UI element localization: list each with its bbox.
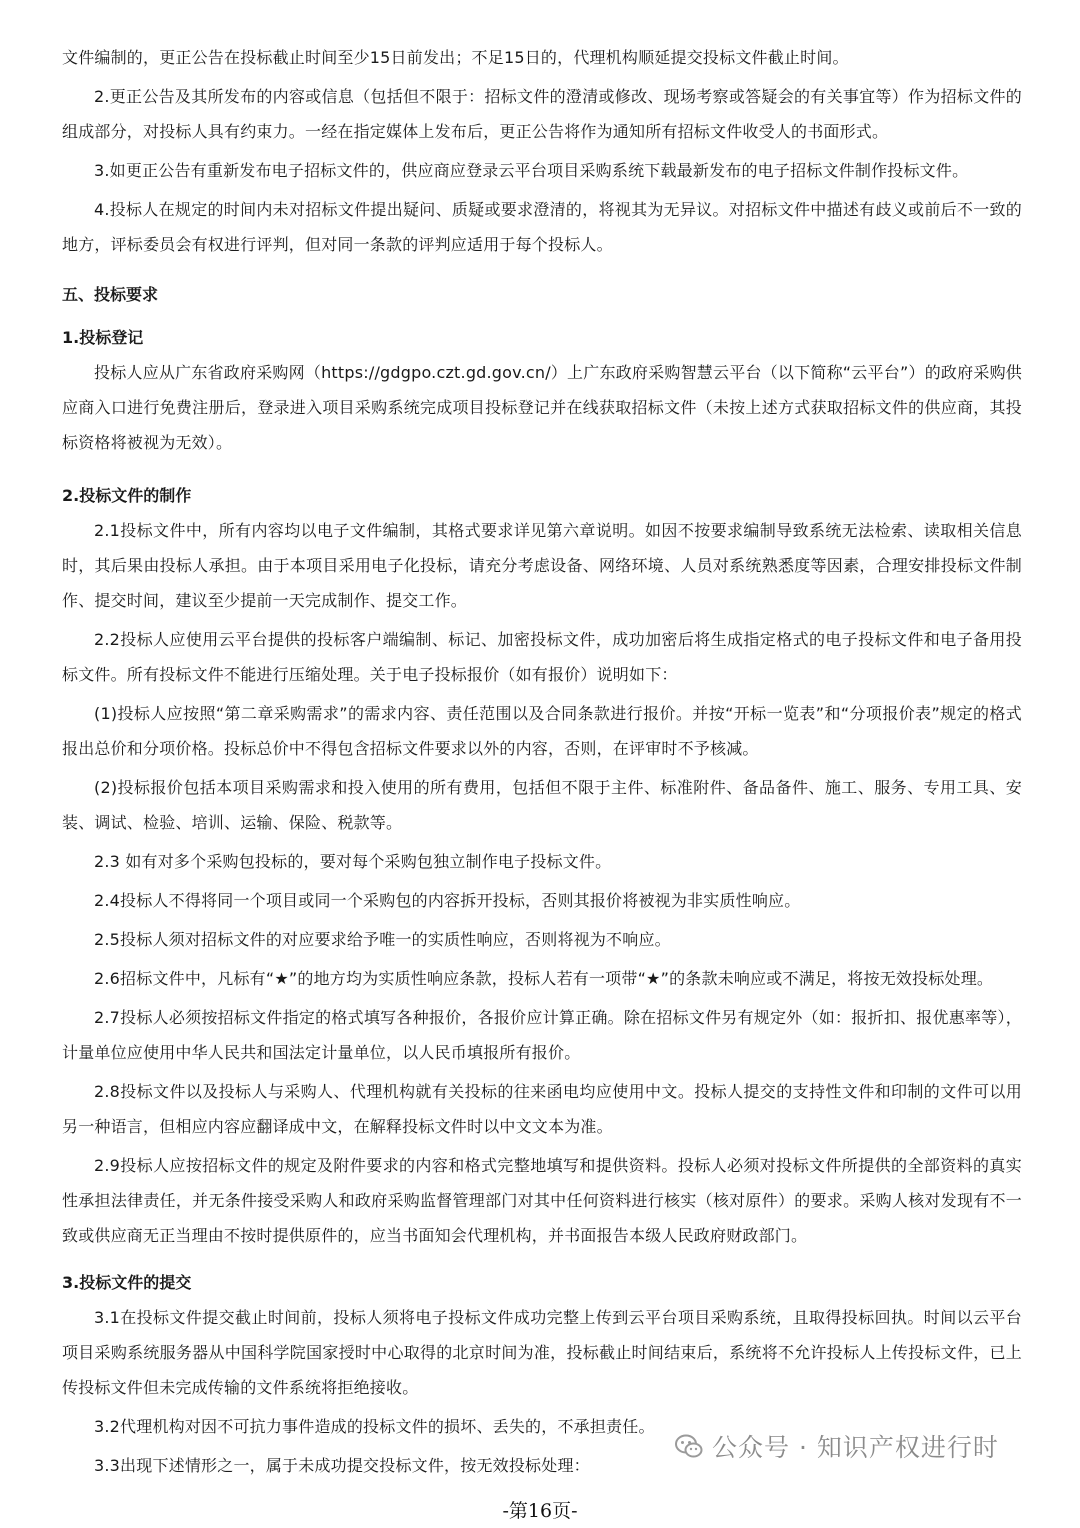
paragraph-3-1: 3.1在投标文件提交截止时间前，投标人须将电子投标文件成功完整上传到云平台项目采购系统，且取得投标回执。时间以云平台项目采购系统服务器从中国科学院国家授时中心取得的北京时间为准，投标截止时间结束后，系统将不允许投标人上传投标文件，已上传投标文件但未完成传输的文件系统将拒绝接收。 xyxy=(62,1308,1022,1397)
wechat-icon xyxy=(674,1431,704,1461)
paragraph-intro: 文件编制的，更正公告在投标截止时间至少15日前发出；不足15日的，代理机构顺延提交投标文件截止时间。 xyxy=(62,48,849,67)
paragraph-item-4: 4.投标人在规定的时间内未对招标文件提出疑问、质疑或要求澄清的，将视其为无异议。对招标文件中描述有歧义或前后不一致的地方，评标委员会有权进行评判，但对同一条款的评判应适用于每个投标人。 xyxy=(62,200,1022,254)
subheading-submission: 3.投标文件的提交 xyxy=(62,1273,192,1292)
paragraph-item-3: 3.如更正公告有重新发布电子招标文件的，供应商应登录云平台项目采购系统下载最新发布的电子招标文件制作投标文件。 xyxy=(94,161,969,180)
paragraph-2-1: 2.1投标文件中，所有内容均以电子文件编制，其格式要求详见第六章说明。如因不按要求编制导致系统无法检索、读取相关信息时，其后果由投标人承担。由于本项目采用电子化投标，请充分考虑设备、网络环境、人员对系统熟悉度等因素，合理安排投标文件制作、提交时间，建议至少提前一天完成制作、提交工作。 xyxy=(62,521,1022,610)
paragraph-2-2-1: (1)投标人应按照“第二章采购需求”的需求内容、责任范围以及合同条款进行报价。并按“开标一览表”和“分项报价表”规定的格式报出总价和分项价格。投标总价中不得包含招标文件要求以外的内容，否则，在评审时不予核减。 xyxy=(62,704,1022,758)
paragraph-2-3: 2.3 如有对多个采购包投标的，要对每个采购包独立制作电子投标文件。 xyxy=(94,852,612,871)
paragraph-2-2: 2.2投标人应使用云平台提供的投标客户端编制、标记、加密投标文件，成功加密后将生成指定格式的电子投标文件和电子备用投标文件。所有投标文件不能进行压缩处理。关于电子投标报价（如有报价）说明如下： xyxy=(62,630,1022,684)
paragraph-2-9: 2.9投标人应按招标文件的规定及附件要求的内容和格式完整地填写和提供资料。投标人必须对投标文件所提供的全部资料的真实性承担法律责任，并无条件接受采购人和政府采购监督管理部门对其中任何资料进行核实（核对原件）的要求。采购人核对发现有不一致或供应商无正当理由不按时提供原件的，应当书面知会代理机构，并书面报告本级人民政府财政部门。 xyxy=(62,1156,1022,1245)
paragraph-item-2: 2.更正公告及其所发布的内容或信息（包括但不限于：招标文件的澄清或修改、现场考察或答疑会的有关事宜等）作为招标文件的组成部分，对投标人具有约束力。一经在指定媒体上发布后，更正公告将作为通知所有招标文件收受人的书面形式。 xyxy=(62,87,1022,141)
document-body xyxy=(62,40,1022,1483)
paragraph-3-2: 3.2代理机构对因不可抗力事件造成的投标文件的损坏、丢失的，不承担责任。 xyxy=(94,1417,655,1436)
watermark-text: 公众号 · 知识产权进行时 xyxy=(712,1433,999,1462)
section-heading-5: 五、投标要求 xyxy=(62,285,159,304)
paragraph-registration: 投标人应从广东省政府采购网（https://gdgpo.czt.gd.gov.cn/）上广东政府采购智慧云平台（以下简称“云平台”）的政府采购供应商入口进行免费注册后，登录进入项目采购系统完成项目投标登记并在线获取招标文件（未按上述方式获取招标文件的供应商，其投标资格将被视为无效）。 xyxy=(62,363,1022,452)
subheading-preparation: 2.投标文件的制作 xyxy=(62,486,192,505)
watermark xyxy=(674,1428,999,1464)
subheading-registration: 1.投标登记 xyxy=(62,328,144,347)
paragraph-2-5: 2.5投标人须对招标文件的对应要求给予唯一的实质性响应，否则将视为不响应。 xyxy=(94,930,671,949)
paragraph-3-3: 3.3出现下述情形之一，属于未成功提交投标文件，按无效投标处理： xyxy=(94,1456,590,1475)
page-number: -第16页- xyxy=(502,1500,578,1522)
paragraph-2-8: 2.8投标文件以及投标人与采购人、代理机构就有关投标的往来函电均应使用中文。投标人提交的支持性文件和印制的文件可以用另一种语言，但相应内容应翻译成中文，在解释投标文件时以中文文本为准。 xyxy=(62,1082,1022,1136)
paragraph-2-6: 2.6招标文件中，凡标有“★”的地方均为实质性响应条款，投标人若有一项带“★”的条款未响应或不满足，将按无效投标处理。 xyxy=(94,969,994,988)
paragraph-2-4: 2.4投标人不得将同一个项目或同一个采购包的内容拆开投标，否则其报价将被视为非实质性响应。 xyxy=(94,891,801,910)
paragraph-2-7: 2.7投标人必须按招标文件指定的格式填写各种报价，各报价应计算正确。除在招标文件另有规定外（如：报折扣、报优惠率等），计量单位应使用中华人民共和国法定计量单位，以人民币填报所有报价。 xyxy=(62,1008,1022,1062)
paragraph-2-2-2: (2)投标报价包括本项目采购需求和投入使用的所有费用，包括但不限于主件、标准附件、备品备件、施工、服务、专用工具、安装、调试、检验、培训、运输、保险、税款等。 xyxy=(62,778,1022,832)
